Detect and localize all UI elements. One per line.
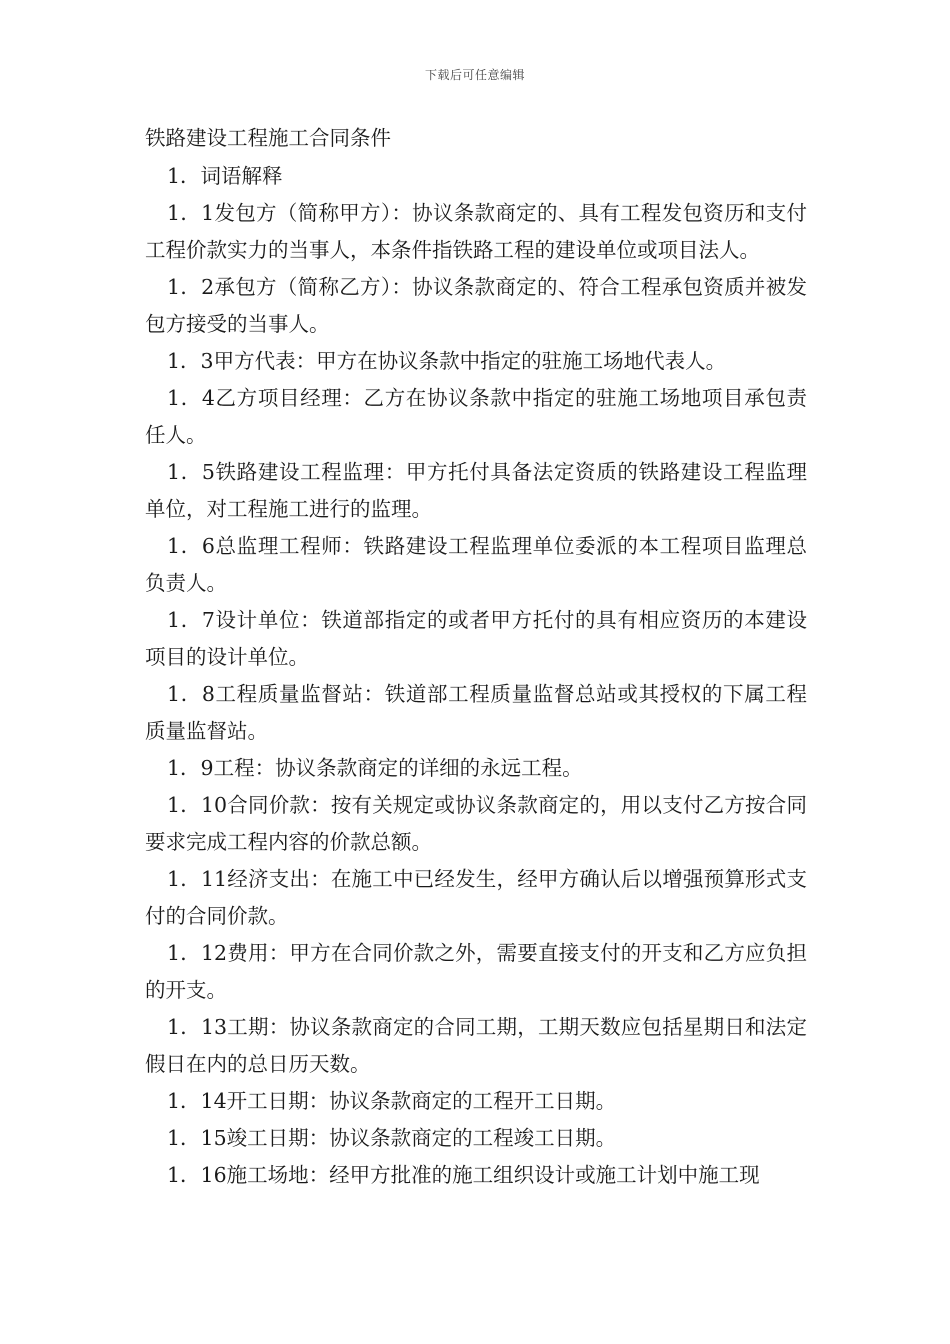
document-body [145,118,807,1194]
clause-paragraph: 1．11经济支出：在施工中已经发生，经甲方确认后以增强预算形式支付的合同价款。 [145,867,807,928]
clause-paragraph: 1．15竣工日期：协议条款商定的工程竣工日期。 [167,1126,617,1150]
clause-paragraph: 1．16施工场地：经甲方批准的施工组织设计或施工计划中施工现 [167,1163,760,1187]
page-header: 下载后可任意编辑 [424,68,525,82]
clause-paragraph: 1．13工期：协议条款商定的合同工期，工期天数应包括星期日和法定假日在内的总日历天数。 [145,1015,807,1076]
clause-paragraph: 1．9工程：协议条款商定的详细的永远工程。 [167,756,583,780]
clause-paragraph: 1．5铁路建设工程监理：甲方托付具备法定资质的铁路建设工程监理单位，对工程施工进行的监理。 [145,460,807,521]
section-heading: 1．词语解释 [167,164,283,188]
clause-paragraph: 1．2承包方（简称乙方）：协议条款商定的、符合工程承包资质并被发包方接受的当事人。 [145,275,807,336]
clause-paragraph: 1．1发包方（简称甲方）：协议条款商定的、具有工程发包资历和支付工程价款实力的当事人，本条件指铁路工程的建设单位或项目法人。 [145,201,807,262]
clause-paragraph: 1．7设计单位：铁道部指定的或者甲方托付的具有相应资历的本建设项目的设计单位。 [145,608,807,669]
clause-paragraph: 1．6总监理工程师：铁路建设工程监理单位委派的本工程项目监理总负责人。 [145,534,807,595]
clause-paragraph: 1．4乙方项目经理：乙方在协议条款中指定的驻施工场地项目承包责任人。 [145,386,807,447]
clause-paragraph: 1．12费用：甲方在合同价款之外，需要直接支付的开支和乙方应负担的开支。 [145,941,807,1002]
clause-paragraph: 1．14开工日期：协议条款商定的工程开工日期。 [167,1089,617,1113]
clause-paragraph: 1．10合同价款：按有关规定或协议条款商定的，用以支付乙方按合同要求完成工程内容的价款总额。 [145,793,807,854]
document-title: 铁路建设工程施工合同条件 [145,126,391,150]
clause-paragraph: 1．3甲方代表：甲方在协议条款中指定的驻施工场地代表人。 [167,349,727,373]
clause-paragraph: 1．8工程质量监督站：铁道部工程质量监督总站或其授权的下属工程质量监督站。 [145,682,807,743]
